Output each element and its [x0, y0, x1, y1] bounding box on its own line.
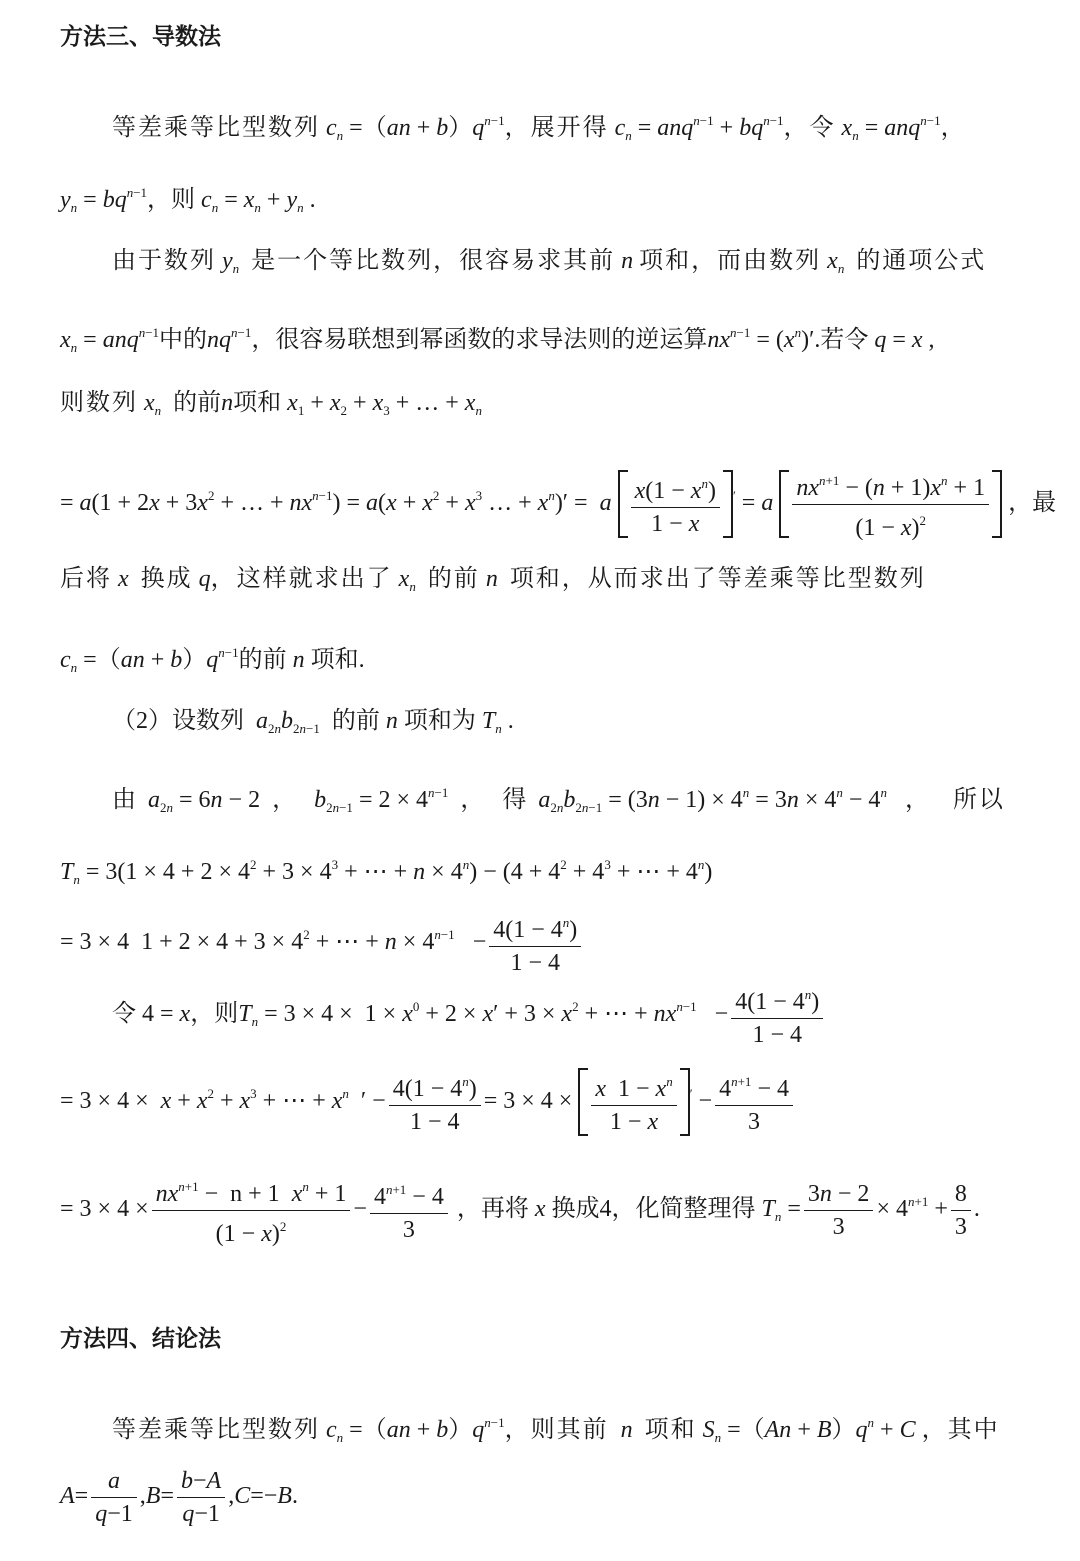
method-3-para-8: $c_n =(an + b)q^{n-1}$的前 n 项和.: [60, 645, 365, 675]
left-bracket: [618, 470, 628, 538]
text: ，展开得: [504, 115, 609, 141]
method-3-para-1: 等差乘等比型数列 $c_n =(an + b)q^{n-1}$，展开得 $c_n = anq^{n-1} + bq^{n-1}$，令 $x_n = anq^{n-1}$，: [112, 113, 965, 143]
tn-step-4: = $3 \times 4 \times x + x^2 + x^3$ + ⋯ + $x^n$ ′ − $\frac{4(1 - 4^n)}{1 - 4}$ = 3 × 4 × $\frac{x 1 - x^n}{1 - x}$ ′ − $\frac{4^{n+1} - 4}{3}$: [60, 1054, 796, 1141]
part-2-para-1: （2）设数列 $a_{2n}b_{2n-1}$ 的前 n 项和为 $T_n$ .: [112, 708, 514, 736]
fraction: $\frac{4(1 - 4^n)}{1 - 4}$: [731, 979, 823, 1051]
fraction: $\frac{4^{n+1} - 4}{3}$: [715, 1066, 793, 1138]
text: ，令: [783, 115, 836, 141]
text: ，化简整理得: [611, 1196, 756, 1222]
tn-step-5: = 3 × 4 × $\frac{nx^{n+1} - n + 1 x^n + 1}{(1 - x)^2}$ − $\frac{4^{n+1} - 4}{3}$ ，再将 x 换成4，化简整理得 $T_n$ = $\frac{3n - 2}{3}$ × $4^{n+1}$ + $\frac{8}{3}$ .: [60, 1162, 980, 1257]
text: 是一个等比数列，很容易求其前: [251, 248, 616, 274]
text: ，则: [190, 1001, 239, 1027]
method-4-formula: A= $\frac{a}{q-1}$ ,B= $\frac{b-A}{q-1}$ ,C=−B.: [60, 1458, 298, 1534]
method-4-para-1: 等差乘等比型数列 $c_n =(an + b)q^{n-1}$，则其前 n 项和 $S_n =(An + B)q^n + C$ ，其中: [112, 1415, 1000, 1445]
text: ，则: [147, 187, 196, 213]
text: 换成: [140, 566, 193, 592]
method-4-heading: 方法四、结论法: [60, 1326, 221, 1352]
text: 的前: [427, 566, 480, 592]
text: 令: [112, 1001, 136, 1027]
fraction: $\frac{4(1 - 4^n)}{1 - 4}$: [389, 1066, 481, 1138]
part-2-para-2: 由 $a_{2n} = 6n - 2$ ， $b_{2n-1} = 2 \times 4^{n-1}$ ， 得 $a_{2n}b_{2n-1} = (3n - 1) \times 4^n = 3n \times 4^n - 4^n$ ， 所以: [112, 785, 1005, 815]
text: ，这样就求出了: [210, 566, 393, 592]
text: ，则其前: [504, 1417, 609, 1443]
fraction: $\frac{a}{q-1}$: [91, 1465, 137, 1530]
fraction: $\frac{4(1 - 4^n)}{1 - 4}$: [489, 907, 581, 979]
text: ，: [904, 787, 929, 813]
text: 由于数列: [112, 248, 216, 274]
left-bracket: [578, 1068, 588, 1136]
text: 项和，从而求出了等差乘等比型数列: [509, 566, 926, 592]
tn-step-2: = 3 × 4 $1 + 2 \times 4 + 3 \times 4^2$ + ⋯ + $n \times 4^{n-1}$ − $\frac{4(1 - 4^n)}{1 - 4}$: [60, 900, 584, 979]
text: 的通项公式: [856, 248, 987, 274]
method-3-para-7: 后将 x 换成 q，这样就求出了 $x_n$ 的前 n 项和，从而求出了等差乘等比型数列: [60, 566, 926, 594]
fraction: $\frac{x(1 - x^n)}{1 - x}$: [631, 468, 720, 540]
text: 项和.: [310, 647, 365, 673]
text: 项和为: [403, 708, 476, 734]
method-3-heading: 方法三、导数法: [60, 24, 221, 50]
right-bracket: [723, 470, 733, 538]
text: 中的: [159, 327, 208, 353]
text: 所以: [952, 787, 1005, 813]
method-3-para-4: $x_n = anq^{n-1}$中的$nq^{n-1}$，很容易联想到幂函数的求导法则的逆运算$nx^{n-1} = (x^n)'$.若令 q = x ,: [60, 325, 935, 355]
text: 的前: [331, 708, 380, 734]
text: ，: [460, 787, 485, 813]
text: 则数列: [60, 390, 138, 416]
text: 项和: [644, 1417, 697, 1443]
fraction: $\frac{b-A}{q-1}$: [177, 1465, 225, 1530]
text: 等差乘等比型数列: [112, 1417, 320, 1443]
right-bracket: [992, 470, 1002, 538]
text: 得: [502, 787, 527, 813]
method-3-para-3: 由于数列 $y_n$ 是一个等比数列，很容易求其前 n 项和，而由数列 $x_n$ 的通项公式: [112, 248, 987, 276]
text: 等差乘等比型数列: [112, 115, 320, 141]
text: 后将: [60, 566, 112, 592]
text: ，其中: [921, 1417, 1000, 1443]
fraction: $\frac{nx^{n+1} - (n + 1)x^n + 1}{(1 - x)^2}$: [792, 465, 989, 544]
text: 的前: [173, 390, 222, 416]
derivative-equation: = $a(1 + 2x + 3x^2$ + … + $nx^{n-1}) = a(x + x^2 + x^3$ … + $x^n)' = a$ $\frac{x(1 - x^n)}{1 - x}$ ′ = a $\frac{nx^{n+1} - (n + 1)x^n + 1}{(1 - x)^2}$ ，最: [60, 456, 1056, 544]
text: 由: [112, 787, 136, 813]
tn-step-3: 令 4 = x，则$T_n = 3 \times 4 \times 1 \times x^0 + 2 \times x' + 3 \times x^2$ + ⋯ + $nx^{n-1}$ − $\frac{4(1 - 4^n)}{1 - 4}$: [112, 972, 826, 1057]
left-bracket: [779, 470, 789, 538]
text: 换成: [551, 1196, 600, 1222]
text: ，: [272, 787, 297, 813]
fraction: $\frac{x 1 - x^n}{1 - x}$: [591, 1066, 676, 1138]
text: 项和: [233, 390, 282, 416]
text: ，再将: [456, 1196, 529, 1222]
text: 项和，而由数列: [639, 248, 822, 274]
fraction: $\frac{nx^{n+1} - n + 1 x^n + 1}{(1 - x)^2}$: [152, 1171, 351, 1250]
fraction: $\frac{4^{n+1} - 4}{3}$: [370, 1174, 448, 1246]
text: ，: [940, 115, 965, 141]
text: 的前: [238, 647, 287, 673]
text: （2）设数列: [112, 708, 244, 734]
fraction: $\frac{3n - 2}{3}$: [804, 1178, 874, 1243]
method-3-para-2: $y_n = bq^{n-1}$，则 $c_n = x_n + y_n$ .: [60, 185, 316, 215]
fraction: $\frac{8}{3}$: [951, 1178, 971, 1243]
text: .若令: [814, 327, 869, 353]
text: ，最: [1008, 490, 1057, 516]
tn-expansion: $T_n = 3(1 \times 4 + 2 \times 4^2 + 3 \times 4^3$ + ⋯ + $n \times 4^n) - (4 + 4^2 + 4^3$ + ⋯ + $4^n$): [60, 857, 713, 887]
text: ，很容易联想到幂函数的求导法则的逆运算: [251, 327, 708, 353]
right-bracket: [680, 1068, 690, 1136]
method-3-para-5: 则数列 $x_n$ 的前n项和 $x_1 + x_2 + x_3$ + … + $x_n$: [60, 390, 482, 418]
